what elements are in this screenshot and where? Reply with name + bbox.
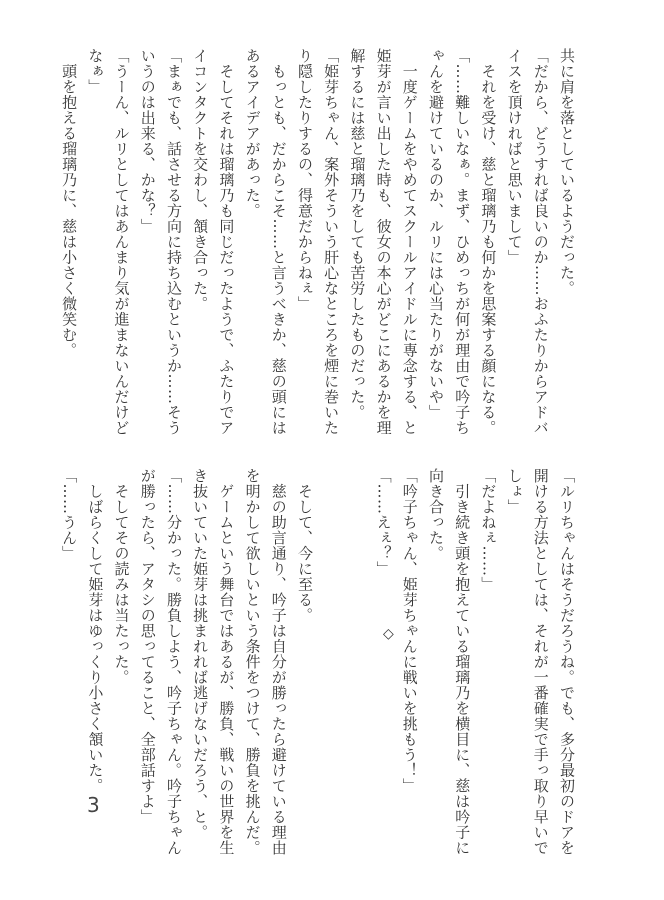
section-break-diamond: ◇ [383,626,394,642]
page-number: 3 [87,793,100,817]
text-block-bottom: 「ルリちゃんはそうだろうね。でも、多分最初のドアを開ける方法としては、それが一番確実で手っ取り早いでしょ」 「だよねぇ……」 引き続き頭を抱えている瑠璃乃を横目に、慈は吟子に向き合った。 「吟子ちゃん、姫芽ちゃんに戦いを挑もう！」 「……えぇ？」 そして、今に至る。 慈の助言通り、吟子は自分が勝ったら避けている理由を明かして欲しいという条件をつけて、勝負を挑んだ。 ゲームという舞台ではあるが、勝負、戦いの世界を生き抜いていた姫芽は挑まれれば逃げないだろう、と。 「……分かった。勝負しよう、吟子ちゃん。吟子ちゃんが勝ったら、アタシの思ってること、全部話すよ」 そしてその読みは当たった。 しばらくして姫芽はゆっくり小さく頷いた。 「……うん」 [60,468,576,856]
text-block-top: 共に肩を落としているようだった。 「だから、どうすれば良いのか……おふたりからアドバイスを頂ければと思いまして」 それを受け、慈と瑠璃乃も何かを思案する顔になる。 「……難しいなぁ。まず、ひめっちが何が理由で吟子ちゃんを避けているのか、ルリには心当たりがないや」 一度ゲームをやめてスクールアイドルに専念する、と姫芽が言い出した時も、彼女の本心がどこにあるかを理解するには慈と瑠璃乃をしても苦労したものだった。 「姫芽ちゃん、案外そういう肝心なところを煙に巻いたり隠したりするの、得意だからねぇ」 もっとも、だからこそ……と言うべきか、慈の頭にはあるアイデアがあった。 そしてそれは瑠璃乃も同じだったようで、ふたりでアイコンタクトを交わし、頷き合った。 「まぁでも、話させる方向に持ち込むというか……そういうのは出来る、かな？」 「うーん、ルリとしてはあんまり気が進まないんだけどなぁ」 頭を抱える瑠璃乃に、慈は小さく微笑む。 [60,48,576,436]
